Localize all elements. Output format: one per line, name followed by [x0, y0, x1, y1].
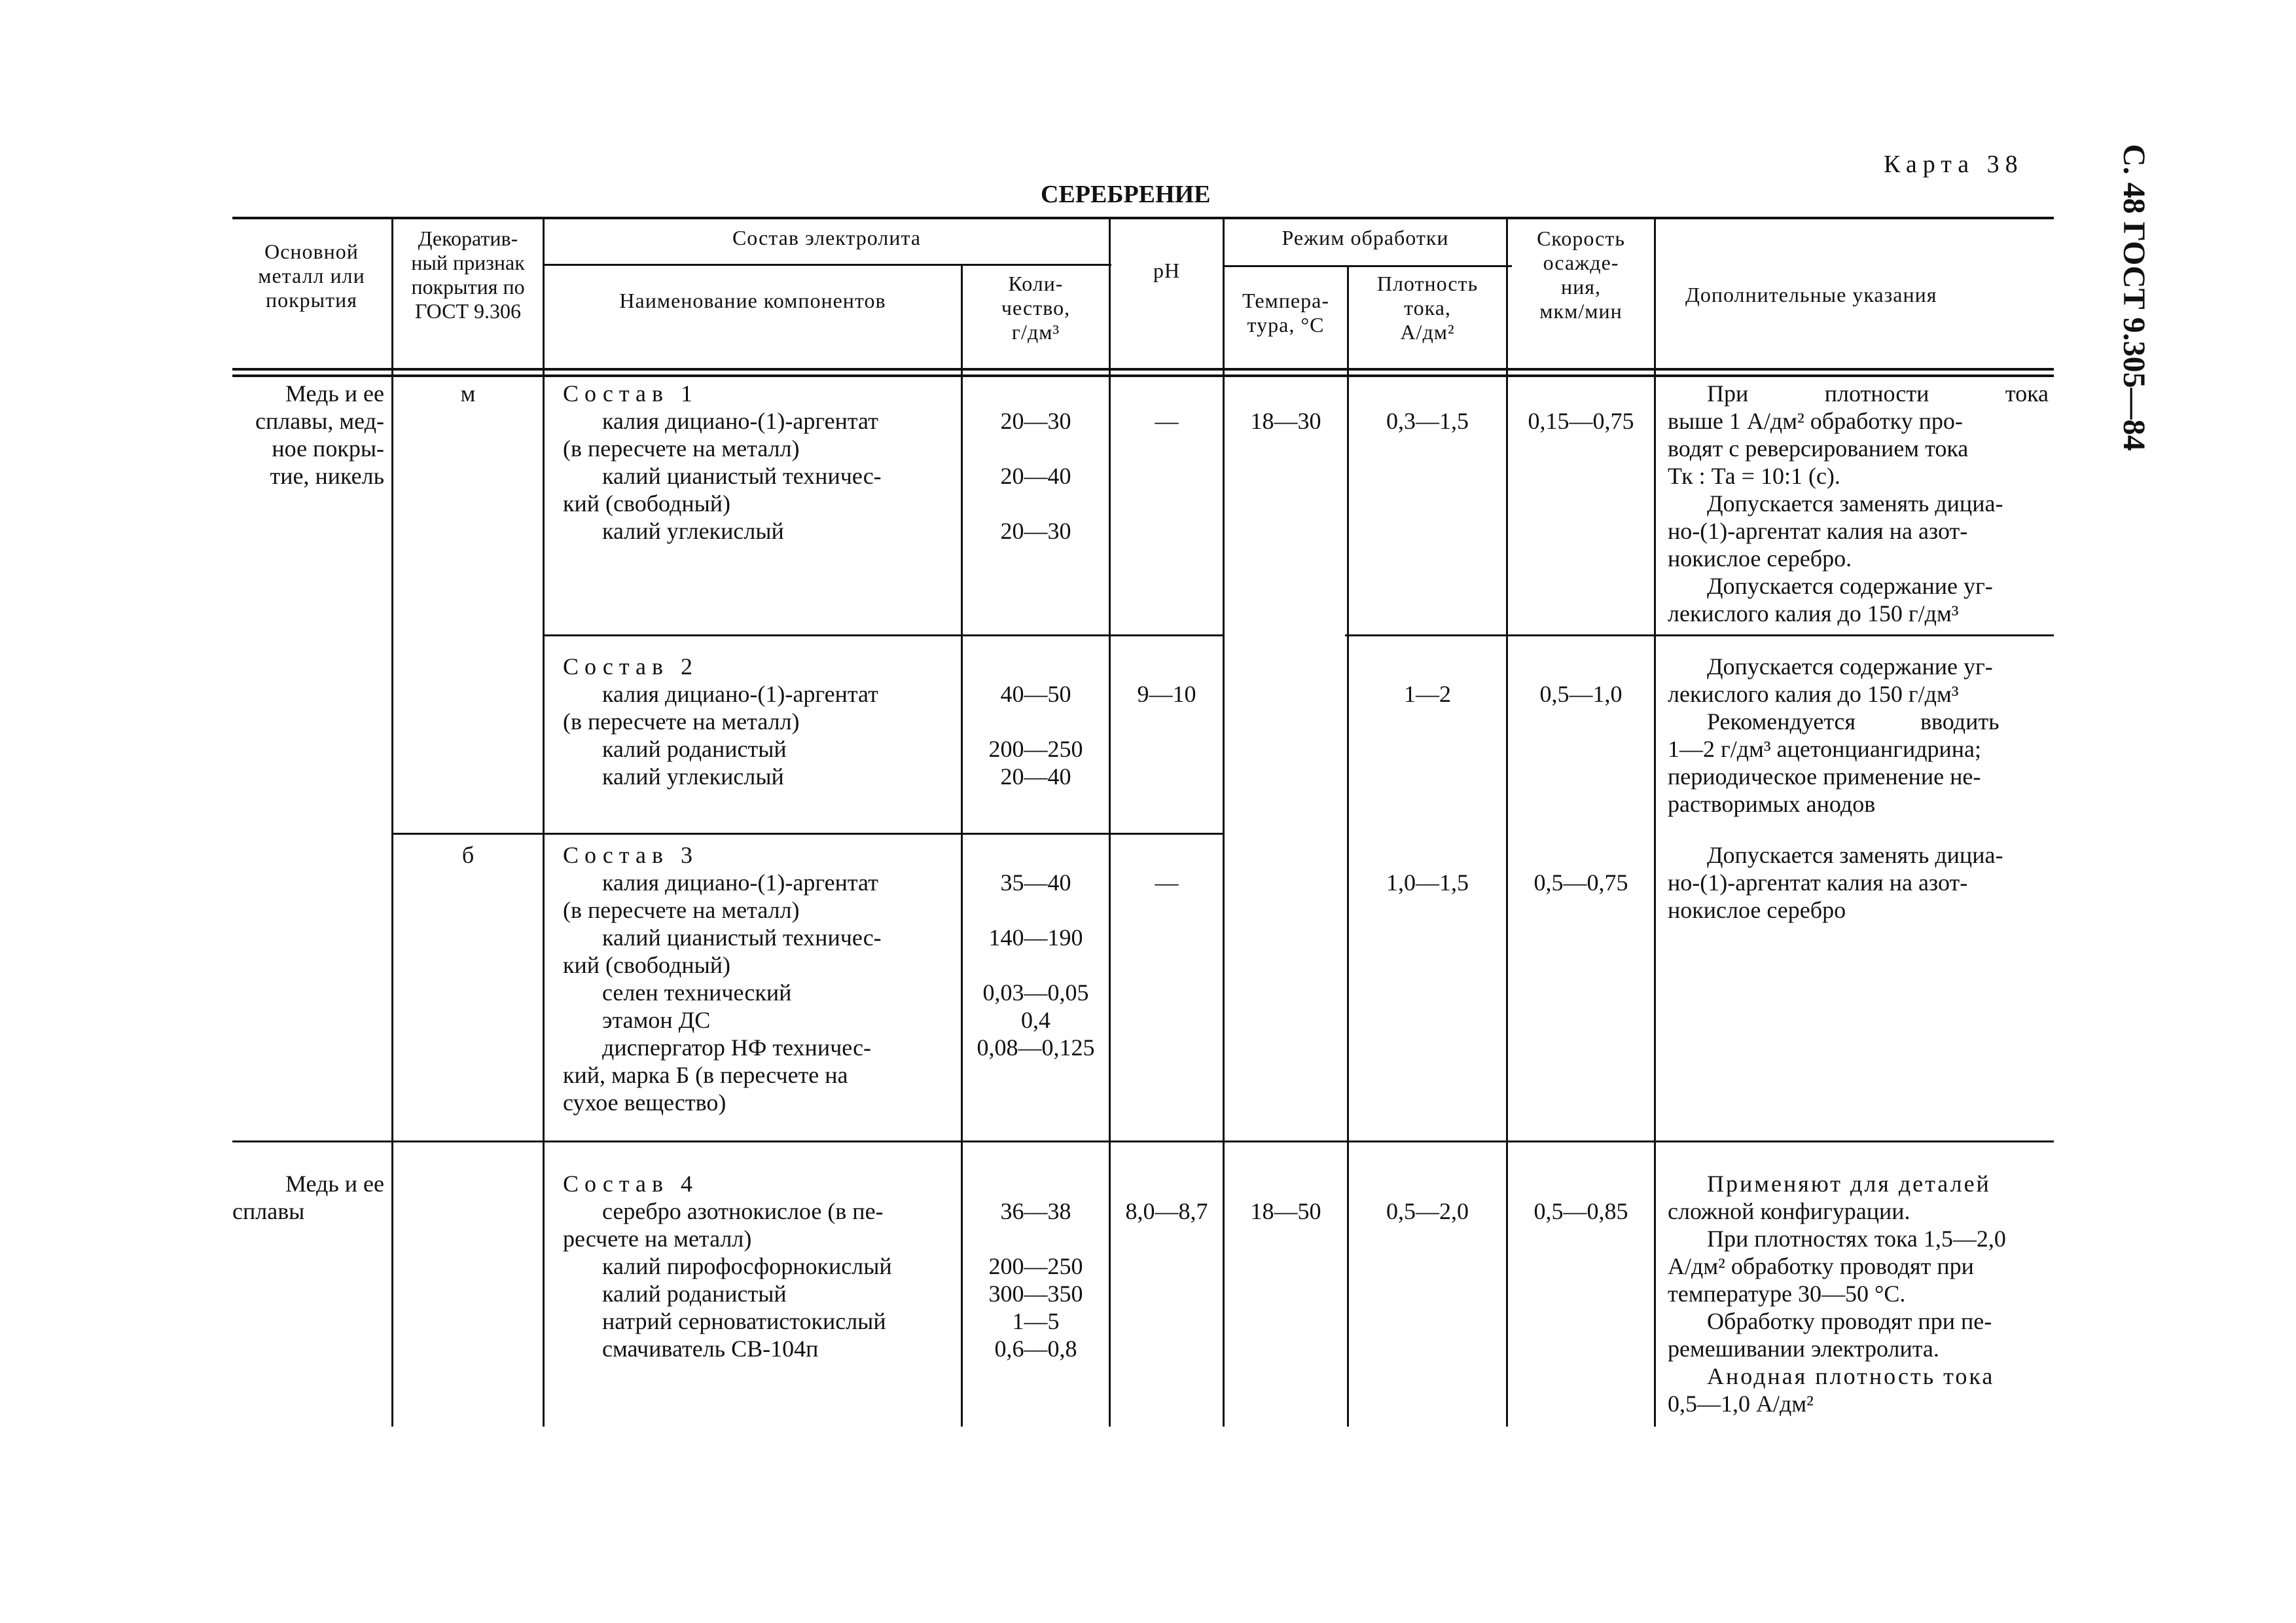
quantity-1b: 20—40: [1000, 463, 1071, 489]
composition-title: Состав 1: [563, 380, 699, 407]
note-line: Рекомендуется вводить: [1707, 708, 2000, 735]
composition-title: Состав 4: [563, 1171, 699, 1197]
header-line: г/дм³: [1011, 320, 1060, 344]
component-line: калия дициано-(1)-аргентат: [602, 408, 878, 434]
composition-title: Состав 2: [563, 653, 699, 680]
density-4: 0,5—2,0: [1386, 1198, 1469, 1224]
ph-3: —: [1155, 869, 1179, 896]
base-metal-group-1: [232, 380, 384, 490]
quantity-2c: 20—40: [1000, 763, 1071, 790]
header-line: мкм/мин: [1539, 299, 1623, 323]
note-line: 1—2 г/дм³ ацетонциангидрина;: [1668, 736, 1982, 762]
component-line: калий цианистый техничес-: [602, 463, 882, 489]
header-electrolyte: Состав электролита: [732, 226, 922, 249]
header-temperature: [1225, 289, 1347, 337]
header-mode: Режим обработки: [1282, 226, 1449, 249]
component-line: ресчете на металл): [563, 1226, 752, 1252]
quantity-1c: 20—30: [1000, 518, 1071, 544]
header-line: Коли-: [1008, 272, 1064, 295]
metal-line: сплавы, мед-: [255, 408, 384, 434]
component-line: (в пересчете на металл): [563, 708, 800, 735]
note-line: выше 1 А/дм² обработку про-: [1668, 408, 1963, 434]
note-line: Тк : Та = 10:1 (с).: [1668, 463, 1840, 489]
composition-4: [563, 1170, 949, 1362]
component-line: калий роданистый: [602, 1281, 787, 1307]
note-line: лекислого калия до 150 г/дм³: [1668, 681, 1959, 707]
header-bottom-rule-2: [232, 374, 2054, 377]
quantity-4e: 0,6—0,8: [994, 1336, 1077, 1362]
mode-sub-rule: [1224, 265, 1512, 267]
component-line: натрий серноватистокислый: [602, 1308, 886, 1334]
quantity-3a: 35—40: [1000, 869, 1071, 896]
component-line: калий пирофосфорнокислый: [602, 1253, 892, 1279]
col-rule-ph: [1223, 217, 1225, 1427]
notes-2: [1668, 653, 2049, 818]
note-line: но-(1)-аргентат калия на азот-: [1668, 869, 1968, 896]
density-2: 1—2: [1404, 681, 1451, 707]
component-line: калий цианистый техничес-: [602, 924, 882, 951]
metal-line: тие, никель: [270, 463, 384, 489]
header-line: Темпера-: [1242, 289, 1329, 312]
card-number: Карта 38: [1884, 151, 2024, 178]
quantity-4c: 300—350: [988, 1281, 1083, 1307]
quantity-2a: 40—50: [1000, 681, 1071, 707]
sep-1-2-right: [1345, 634, 2054, 636]
sep-2-3: [393, 833, 1224, 835]
decorative-sign-m: м: [460, 380, 476, 407]
note-line: При плотностях тока 1,5—2,0: [1707, 1226, 2006, 1252]
density-1: 0,3—1,5: [1386, 408, 1469, 434]
metal-line: ное покры-: [272, 435, 384, 462]
header-bottom-rule-1: [232, 368, 2054, 371]
note-word: плотности: [1824, 380, 1929, 407]
header-line: тока,: [1404, 296, 1451, 319]
header-line: металл или: [258, 264, 365, 287]
quantity-1a: 20—30: [1000, 408, 1071, 434]
base-metal-group-2: [232, 1170, 384, 1225]
component-line: серебро азотнокислое (в пе-: [602, 1198, 884, 1224]
note-line: периодическое применение не-: [1668, 763, 1981, 790]
temperature-4: 18—50: [1250, 1198, 1321, 1224]
header-decorative-sign: [394, 227, 542, 323]
component-line: (в пересчете на металл): [563, 435, 800, 462]
note-line: Применяют для деталей: [1707, 1171, 1991, 1197]
component-line: калий углекислый: [602, 763, 784, 790]
note-line: сложной конфигурации.: [1668, 1198, 1910, 1224]
header-notes: Дополнительные указания: [1685, 283, 1937, 306]
quantity-3e: 0,08—0,125: [977, 1034, 1095, 1061]
composition-1: [563, 380, 949, 545]
notes-4: [1668, 1170, 2049, 1417]
composition-title: Состав 3: [563, 842, 699, 868]
component-line: калия дициано-(1)-аргентат: [602, 681, 878, 707]
header-line: Декоратив-: [418, 227, 518, 250]
note-line: ремешивании электролита.: [1668, 1336, 1939, 1362]
note-line: водят с реверсированием тока: [1668, 435, 1969, 462]
note-line: [1668, 380, 2049, 407]
header-line: Основной: [264, 240, 359, 263]
note-line: Обработку проводят при пе-: [1707, 1308, 1992, 1334]
composition-2: [563, 653, 949, 790]
sep-1-2-left: [543, 634, 1224, 636]
header-deposition-rate: [1508, 227, 1654, 323]
metal-line: сплавы: [232, 1198, 305, 1224]
component-line: сухое вещество): [563, 1089, 726, 1116]
note-line: Допускается заменять дициа-: [1707, 842, 2003, 868]
component-line: калий роданистый: [602, 736, 787, 762]
note-line: Допускается заменять дициа-: [1707, 490, 2003, 517]
component-line: диспергатор НФ техничес-: [602, 1034, 872, 1061]
component-line: смачиватель СВ-104п: [602, 1336, 819, 1362]
note-word: тока: [2005, 380, 2049, 407]
component-line: кий, марка Б (в пересчете на: [563, 1062, 848, 1088]
header-line: ния,: [1561, 275, 1601, 299]
notes-1: [1668, 380, 2049, 627]
header-line: Плотность: [1376, 272, 1479, 295]
note-line: лекислого калия до 150 г/дм³: [1668, 600, 1959, 627]
header-line: Скорость: [1537, 227, 1625, 250]
col-rule-temp: [1347, 265, 1349, 1427]
electrolyte-sub-rule: [543, 264, 1111, 266]
speed-1: 0,15—0,75: [1528, 408, 1634, 434]
header-component-names: Наименование компонентов: [619, 289, 886, 312]
component-line: калия дициано-(1)-аргентат: [602, 869, 878, 896]
ph-1: —: [1155, 408, 1179, 434]
quantity-4d: 1—5: [1012, 1308, 1060, 1334]
quantity-2b: 200—250: [988, 736, 1083, 762]
header-quantity: [963, 272, 1109, 344]
note-line: Допускается содержание уг-: [1707, 653, 1993, 680]
speed-2: 0,5—1,0: [1539, 681, 1623, 707]
header-line: ный признак: [411, 251, 525, 274]
notes-3: [1668, 841, 2049, 924]
note-line: нокислое серебро: [1668, 897, 1846, 923]
note-word: При: [1707, 380, 1749, 407]
note-line: Анодная плотность тока: [1707, 1363, 1995, 1389]
quantity-4a: 36—38: [1000, 1198, 1071, 1224]
col-rule-density: [1506, 217, 1508, 1427]
note-line: 0,5—1,0 А/дм²: [1668, 1391, 1814, 1417]
side-header: С. 48 ГОСТ 9.305—84: [2117, 144, 2151, 451]
component-line: (в пересчете на металл): [563, 897, 800, 923]
quantity-3b: 140—190: [988, 924, 1083, 951]
note-line: Допускается содержание уг-: [1707, 573, 1993, 599]
ph-2: 9—10: [1137, 681, 1196, 707]
component-line: калий углекислый: [602, 518, 784, 544]
note-line: но-(1)-аргентат калия на азот-: [1668, 518, 1968, 544]
sep-3-4: [232, 1140, 2054, 1142]
header-line: А/дм²: [1400, 320, 1455, 344]
quantity-3c: 0,03—0,05: [982, 979, 1089, 1006]
quantity-3d: 0,4: [1021, 1007, 1050, 1033]
speed-4: 0,5—0,85: [1534, 1198, 1628, 1224]
component-line: кий (свободный): [563, 490, 731, 517]
header-line: ГОСТ 9.306: [414, 299, 522, 323]
header-current-density: [1349, 272, 1506, 344]
metal-line: Медь и ее: [285, 1171, 384, 1197]
component-line: селен технический: [602, 979, 792, 1006]
note-line: температуре 30—50 °С.: [1668, 1281, 1906, 1307]
header-line: тура, °С: [1247, 313, 1325, 337]
col-rule-qty: [1109, 217, 1111, 1427]
col-rule-speed: [1654, 217, 1656, 1427]
composition-3: [563, 841, 949, 1116]
metal-line: Медь и ее: [285, 380, 384, 407]
speed-3: 0,5—0,75: [1534, 869, 1628, 896]
page-title: СЕРЕБРЕНИЕ: [1041, 181, 1211, 208]
decorative-sign-b: б: [461, 842, 475, 868]
header-base-metal: [234, 240, 389, 312]
header-line: чество,: [1001, 296, 1071, 319]
note-line: А/дм² обработку проводят при: [1668, 1253, 1974, 1279]
header-line: покрытия: [266, 288, 357, 312]
note-line: растворимых анодов: [1668, 791, 1876, 817]
component-line: этамон ДС: [602, 1007, 711, 1033]
header-ph: pH: [1153, 259, 1181, 282]
quantity-4b: 200—250: [988, 1253, 1083, 1279]
component-line: кий (свободный): [563, 952, 731, 978]
header-line: покрытия по: [411, 275, 525, 299]
note-line: нокислое серебро.: [1668, 545, 1852, 572]
temperature-1-3: 18—30: [1250, 408, 1321, 434]
ph-4: 8,0—8,7: [1125, 1198, 1208, 1224]
header-line: осажде-: [1543, 251, 1619, 274]
table-top-rule: [232, 217, 2054, 219]
density-3: 1,0—1,5: [1386, 869, 1469, 896]
